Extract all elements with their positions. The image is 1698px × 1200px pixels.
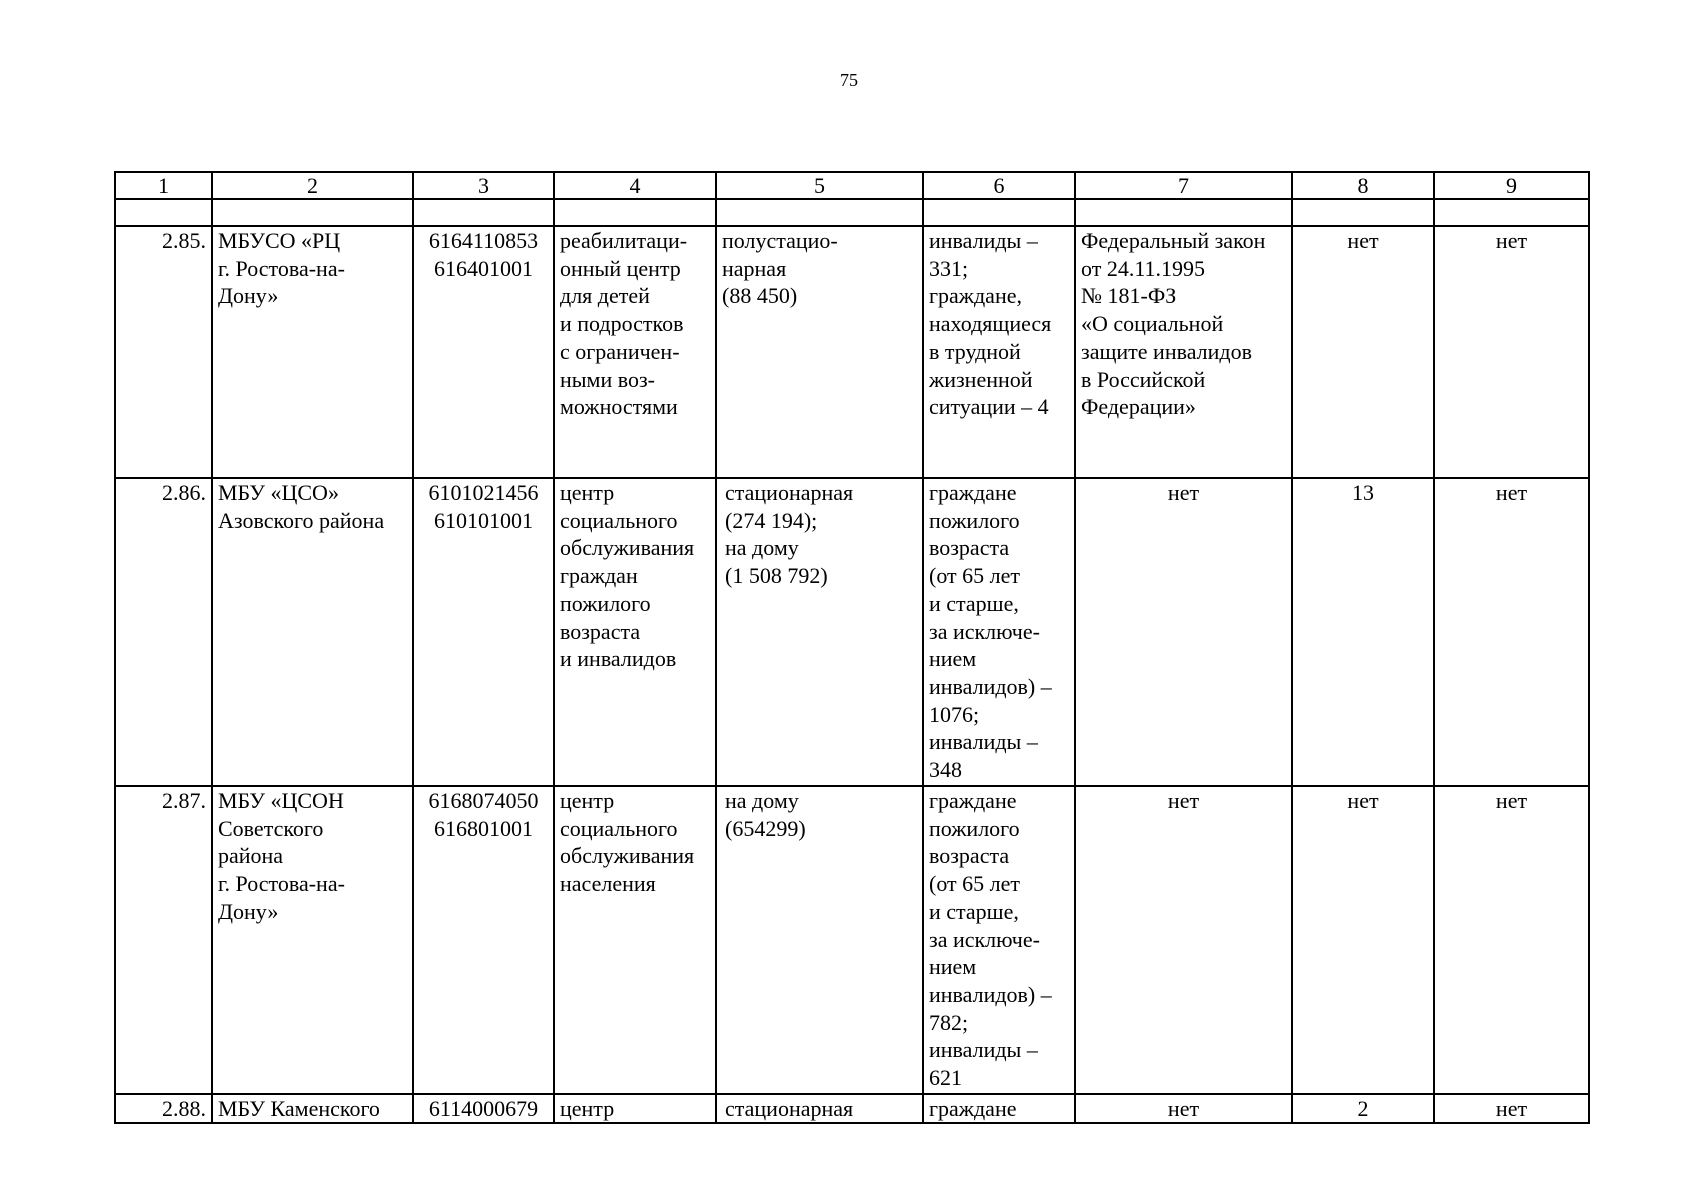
header-cell-3: 3 xyxy=(413,172,554,199)
inn-kpp-codes: 6168074050 616801001 xyxy=(413,786,554,1094)
empty-cell xyxy=(115,199,212,226)
inn-kpp-codes: 6101021456 610101001 xyxy=(413,478,554,786)
organization-name: МБУ Каменского xyxy=(212,1094,413,1123)
service-form: полустацио- нарная (88 450) xyxy=(716,226,923,478)
service-form: на дому (654299) xyxy=(716,786,923,1094)
column-9-value: нет xyxy=(1434,478,1589,786)
recipients: граждане пожилого возраста (от 65 лет и старше, за исключе- нием инвалидов) – 1076; инвалиды – 348 xyxy=(923,478,1075,786)
empty-row xyxy=(115,199,1589,226)
organization-type: центр xyxy=(554,1094,716,1123)
table-row xyxy=(115,1094,1589,1123)
empty-cell xyxy=(1434,199,1589,226)
column-9-value: нет xyxy=(1434,226,1589,478)
organization-type: центр социального обслуживания населения xyxy=(554,786,716,1094)
row-number: 2.86. xyxy=(115,478,212,786)
legal-basis: нет xyxy=(1075,1094,1292,1123)
legal-basis: нет xyxy=(1075,786,1292,1094)
column-8-value: нет xyxy=(1292,226,1434,478)
page-number: 75 xyxy=(840,70,858,90)
table-row xyxy=(115,786,1589,1094)
recipients: граждане xyxy=(923,1094,1075,1123)
header-cell-6: 6 xyxy=(923,172,1075,199)
organization-type: реабилитаци- онный центр для детей и подростков с ограничен- ными воз- можностями xyxy=(554,226,716,478)
column-8-value: нет xyxy=(1292,786,1434,1094)
header-cell-1: 1 xyxy=(115,172,212,199)
column-9-value: нет xyxy=(1434,1094,1589,1123)
header-cell-4: 4 xyxy=(554,172,716,199)
table-header-row xyxy=(115,172,1589,199)
empty-cell xyxy=(716,199,923,226)
organization-type: центр социального обслуживания граждан пожилого возраста и инвалидов xyxy=(554,478,716,786)
organization-name: МБУ «ЦСО» Азовского района xyxy=(212,478,413,786)
header-cell-8: 8 xyxy=(1292,172,1434,199)
header-cell-9: 9 xyxy=(1434,172,1589,199)
header-cell-7: 7 xyxy=(1075,172,1292,199)
empty-cell xyxy=(554,199,716,226)
organization-name: МБУ «ЦСОН Советского района г. Ростова-на- Дону» xyxy=(212,786,413,1094)
column-8-value: 2 xyxy=(1292,1094,1434,1123)
inn-kpp-codes: 6164110853 616401001 xyxy=(413,226,554,478)
empty-cell xyxy=(923,199,1075,226)
services-table xyxy=(114,171,1590,1124)
legal-basis: нет xyxy=(1075,478,1292,786)
header-cell-2: 2 xyxy=(212,172,413,199)
row-number: 2.88. xyxy=(115,1094,212,1123)
service-form: стационарная (274 194); на дому (1 508 792) xyxy=(716,478,923,786)
table-row xyxy=(115,478,1589,786)
service-form: стационарная xyxy=(716,1094,923,1123)
legal-basis: Федеральный закон от 24.11.1995 № 181-ФЗ «О социальной защите инвалидов в Российской Федерации» xyxy=(1075,226,1292,478)
empty-cell xyxy=(1292,199,1434,226)
row-number: 2.87. xyxy=(115,786,212,1094)
table-row xyxy=(115,226,1589,478)
organization-name: МБУСО «РЦ г. Ростова-на- Дону» xyxy=(212,226,413,478)
inn-kpp-codes: 6114000679 xyxy=(413,1094,554,1123)
header-cell-5: 5 xyxy=(716,172,923,199)
column-8-value: 13 xyxy=(1292,478,1434,786)
empty-cell xyxy=(413,199,554,226)
recipients: граждане пожилого возраста (от 65 лет и старше, за исключе- нием инвалидов) – 782; инвалиды – 621 xyxy=(923,786,1075,1094)
empty-cell xyxy=(212,199,413,226)
empty-cell xyxy=(1075,199,1292,226)
recipients: инвалиды – 331; граждане, находящиеся в трудной жизненной ситуации – 4 xyxy=(923,226,1075,478)
row-number: 2.85. xyxy=(115,226,212,478)
column-9-value: нет xyxy=(1434,786,1589,1094)
